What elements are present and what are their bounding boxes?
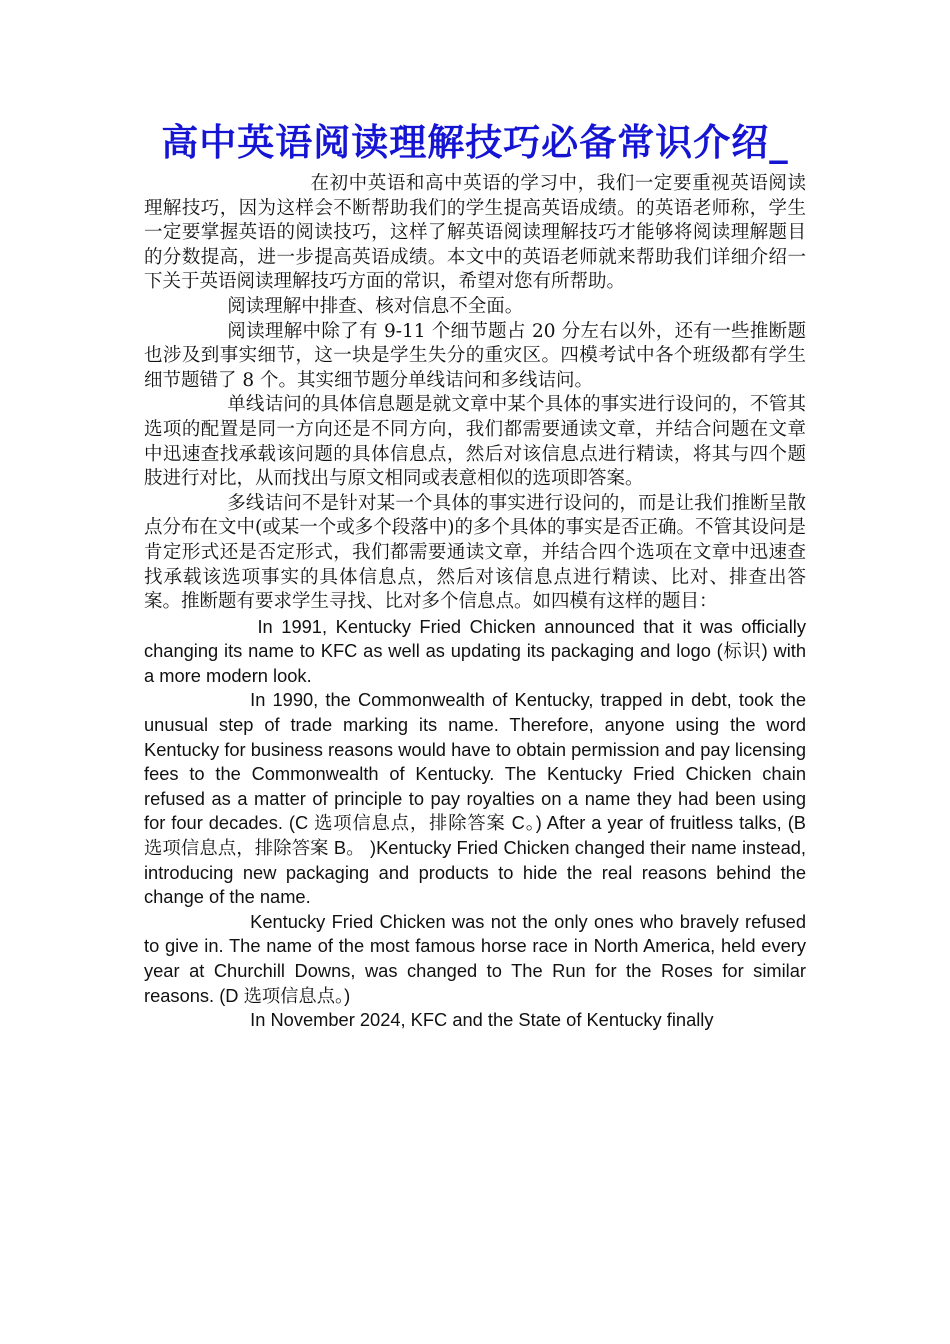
body-paragraph: 单线诘问的具体信息题是就文章中某个具体的事实进行设问的，不管其选项的配置是同一方向还是不同方向，我们都需要通读文章，并结合问题在文章中迅速查找承载该问题的具体信息点，然后对该信息点进行精读，将其与四个题肢进行对比，从而找出与原文相同或表意相似的选项即答案。 (144, 394, 806, 490)
section-heading: 阅读理解中排查、核对信息不全面。 (227, 295, 524, 317)
example-passage-paragraph: In November 2024, KFC and the State of Kentucky finally (250, 1009, 714, 1031)
example-passage-paragraph: Kentucky Fried Chicken was not the only ones who bravely refused to give in. The name of the most famous horse race in North America, held every year at Churchill Downs, was changed to The Run for the Roses for similar reasons. (D 选项信息点。) (144, 910, 806, 1006)
body-paragraph: 阅读理解中除了有 9-11 个细节题占 20 分左右以外，还有一些推断题也涉及到事实细节，这一块是学生失分的重灾区。四模考试中各个班级都有学生细节题错了 8 个。其实细节题分单线诘问和多线诘问。 (144, 320, 806, 391)
document-title: 高中英语阅读理解技巧必备常识介绍_ (161, 120, 789, 164)
example-passage-paragraph: In 1990, the Commonwealth of Kentucky, trapped in debt, took the unusual step of trade marking its name. Therefore, anyone using the word Kentucky for business reasons would have to obtain permission and pay licensing fees to the Commonwealth of Kentucky. The Kentucky Fried Chicken chain refused as a matter of principle to pay royalties on a name they had been using for four decades. (C 选项信息点，排除答案 C。) After a year of fruitless talks, (B 选项信息点，排除答案 B。 )Kentucky Fried Chicken changed their name instead, introducing new packaging and products to hide the real reasons behind the change of the name. (144, 689, 806, 908)
document-page (144, 118, 806, 1033)
example-passage-paragraph: In 1991, Kentucky Fried Chicken announced that it was officially changing its name to KFC as well as updating its packaging and logo (标识) with a more modern look. (144, 615, 806, 686)
body-paragraph: 多线诘问不是针对某一个具体的事实进行设问的，而是让我们推断呈散点分布在文中(或某一个或多个段落中)的多个具体的事实是否正确。不管其设问是肯定形式还是否定形式，我们都需要通读文章，并结合四个选项在文章中迅速查找承载该选项事实的具体信息点，然后对该信息点进行精读、比对、排查出答案。推断题有要求学生寻找、比对多个信息点。如四模有这样的题目： (144, 492, 806, 613)
intro-paragraph: 在初中英语和高中英语的学习中，我们一定要重视英语阅读理解技巧，因为这样会不断帮助我们的学生提高英语成绩。的英语老师称，学生一定要掌握英语的阅读技巧，这样了解英语阅读理解技巧才能够将阅读理解题目的分数提高，进一步提高英语成绩。本文中的英语老师就来帮助我们详细介绍一下关于英语阅读理解技巧方面的常识，希望对您有所帮助。 (144, 173, 806, 293)
